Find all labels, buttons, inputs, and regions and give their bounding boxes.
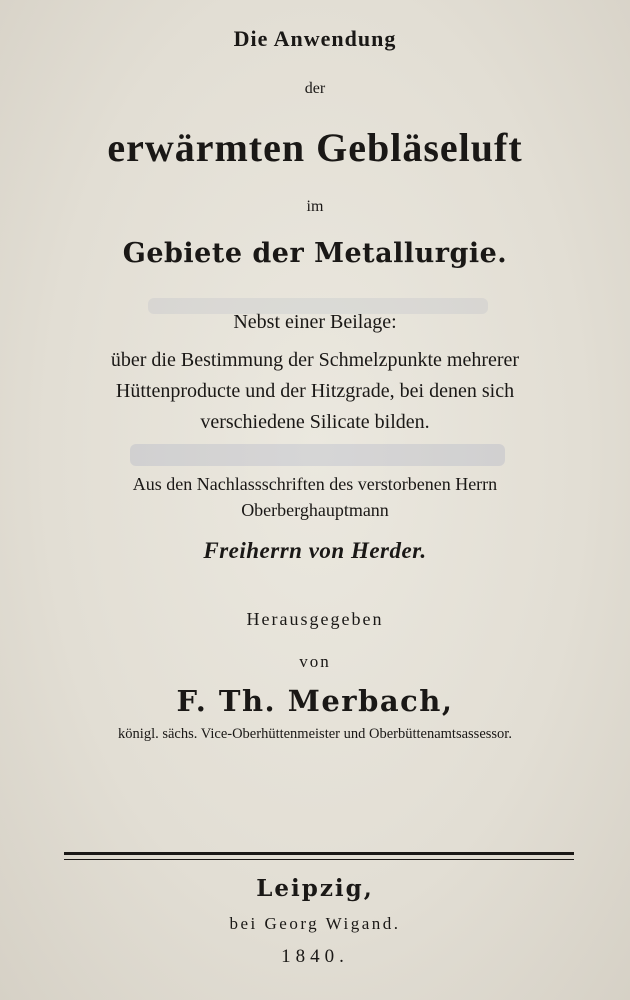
publisher: bei Georg Wigand. — [229, 914, 401, 933]
divider-thin — [64, 859, 574, 860]
show-through-shape — [0, 438, 630, 472]
editor-title: königl. sächs. Vice-Oberhüttenmeister und Oberbüttenamtsassessor. — [118, 726, 512, 742]
title-line-4: im — [306, 198, 324, 215]
editor-intro: Herausgegeben — [246, 609, 384, 629]
supplement-line: verschiedene Silicate bilden. — [200, 411, 430, 433]
supplement-line: über die Bestimmung der Schmelzpunkte mehrerer — [110, 349, 520, 371]
divider-thick — [64, 852, 574, 855]
source-line: Aus den Nachlassschriften des verstorbenen Herrn — [132, 474, 498, 494]
editor-name: F. Th. Merbach, — [176, 684, 454, 718]
title-line-2: der — [304, 80, 326, 97]
editor-von: von — [299, 652, 331, 671]
publication-city: Leipzig, — [256, 875, 374, 902]
supplement-heading: Nebst einer Beilage: — [233, 311, 397, 333]
author-name: Freiherrn von Herder. — [203, 538, 427, 563]
supplement-line: Hüttenproducte und der Hitzgrade, bei denen sich — [115, 380, 515, 402]
main-title: erwärmten Gebläseluft — [107, 125, 523, 170]
source-line: Oberberghauptmann — [241, 500, 389, 520]
title-line-1: Die Anwendung — [233, 26, 397, 51]
publication-year: 1840. — [281, 946, 349, 967]
show-through-stain — [0, 438, 630, 472]
subtitle: Gebiete der Metallurgie. — [122, 238, 508, 269]
